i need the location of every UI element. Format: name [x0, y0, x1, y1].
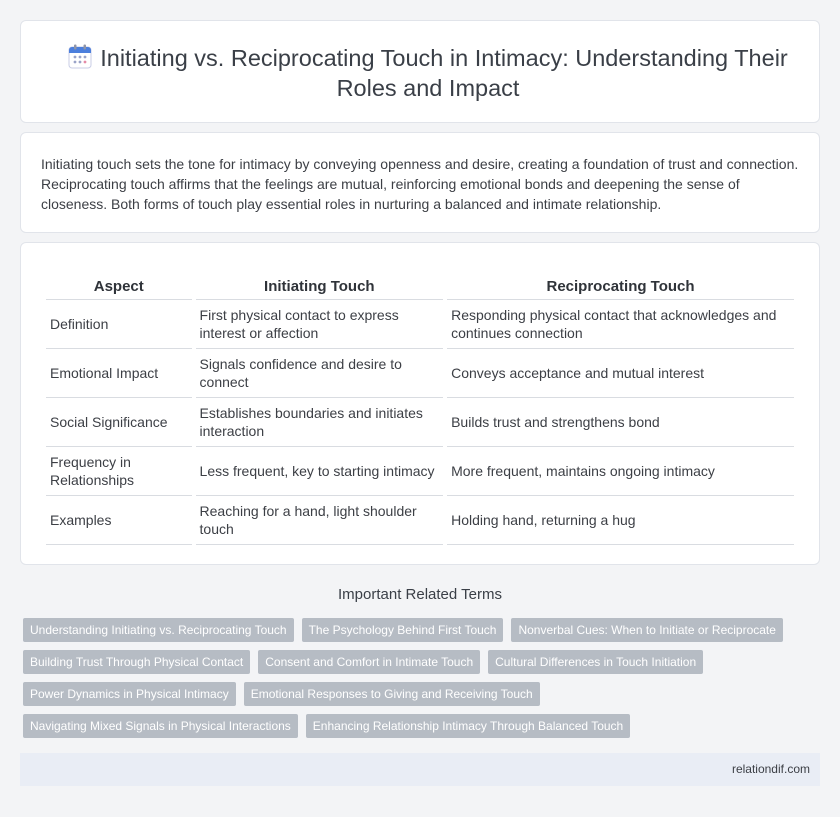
comparison-table-card — [20, 242, 820, 565]
table-row — [46, 398, 794, 447]
table-row — [46, 300, 794, 349]
page-title — [57, 43, 799, 103]
related-term-tag[interactable]: Nonverbal Cues: When to Initiate or Reciprocate — [511, 618, 782, 642]
header-reciprocating-touch: Reciprocating Touch — [447, 276, 794, 300]
comparison-table — [42, 276, 798, 545]
cell-initiating: First physical contact to express interest or affection — [196, 300, 444, 349]
related-term-tag[interactable]: The Psychology Behind First Touch — [302, 618, 504, 642]
cell-initiating: Signals confidence and desire to connect — [196, 349, 444, 398]
related-term-tag[interactable]: Understanding Initiating vs. Reciprocating Touch — [23, 618, 294, 642]
cell-aspect: Frequency in Relationships — [46, 447, 192, 496]
header-initiating-touch: Initiating Touch — [196, 276, 444, 300]
table-row — [46, 447, 794, 496]
intro-paragraph: Initiating touch sets the tone for intimacy by conveying openness and desire, creating a foundation of trust and connection. Reciprocating touch affirms that the feelings are mutual, reinforcing emotional bonds and deepening the sense of closeness. Both forms of touch play essential roles in nurturing a balanced and intimate relationship. — [41, 156, 799, 212]
table-row — [46, 349, 794, 398]
related-term-tag[interactable]: Power Dynamics in Physical Intimacy — [23, 682, 236, 706]
related-term-tag[interactable]: Building Trust Through Physical Contact — [23, 650, 250, 674]
table-header-row — [46, 276, 794, 300]
cell-reciprocating: More frequent, maintains ongoing intimacy — [447, 447, 794, 496]
related-term-tag[interactable]: Emotional Responses to Giving and Receiving Touch — [244, 682, 540, 706]
related-term-tag[interactable]: Enhancing Relationship Intimacy Through Balanced Touch — [306, 714, 630, 738]
cell-initiating: Reaching for a hand, light shoulder touch — [196, 496, 444, 545]
cell-reciprocating: Holding hand, returning a hug — [447, 496, 794, 545]
related-terms-list — [23, 618, 813, 738]
cell-initiating: Less frequent, key to starting intimacy — [196, 447, 444, 496]
footer — [20, 753, 820, 786]
cell-aspect: Emotional Impact — [46, 349, 192, 398]
cell-reciprocating: Builds trust and strengthens bond — [447, 398, 794, 447]
related-terms-heading: Important Related Terms — [338, 586, 502, 603]
header-aspect: Aspect — [46, 276, 192, 300]
table-row — [46, 496, 794, 545]
footer-site-link[interactable]: relationdif.com — [731, 762, 810, 776]
header-card — [20, 20, 820, 123]
cell-aspect: Examples — [46, 496, 192, 545]
calendar-icon — [68, 44, 92, 69]
page-title-text: Initiating vs. Reciprocating Touch in Intimacy: Understanding Their Roles and Impact — [100, 45, 788, 101]
cell-reciprocating: Conveys acceptance and mutual interest — [447, 349, 794, 398]
cell-reciprocating: Responding physical contact that acknowledges and continues connection — [447, 300, 794, 349]
related-term-tag[interactable]: Cultural Differences in Touch Initiation — [488, 650, 703, 674]
related-term-tag[interactable]: Navigating Mixed Signals in Physical Interactions — [23, 714, 298, 738]
intro-card — [20, 132, 820, 233]
related-term-tag[interactable]: Consent and Comfort in Intimate Touch — [258, 650, 480, 674]
cell-aspect: Social Significance — [46, 398, 192, 447]
cell-initiating: Establishes boundaries and initiates interaction — [196, 398, 444, 447]
title-wrap — [57, 43, 799, 103]
cell-aspect: Definition — [46, 300, 192, 349]
